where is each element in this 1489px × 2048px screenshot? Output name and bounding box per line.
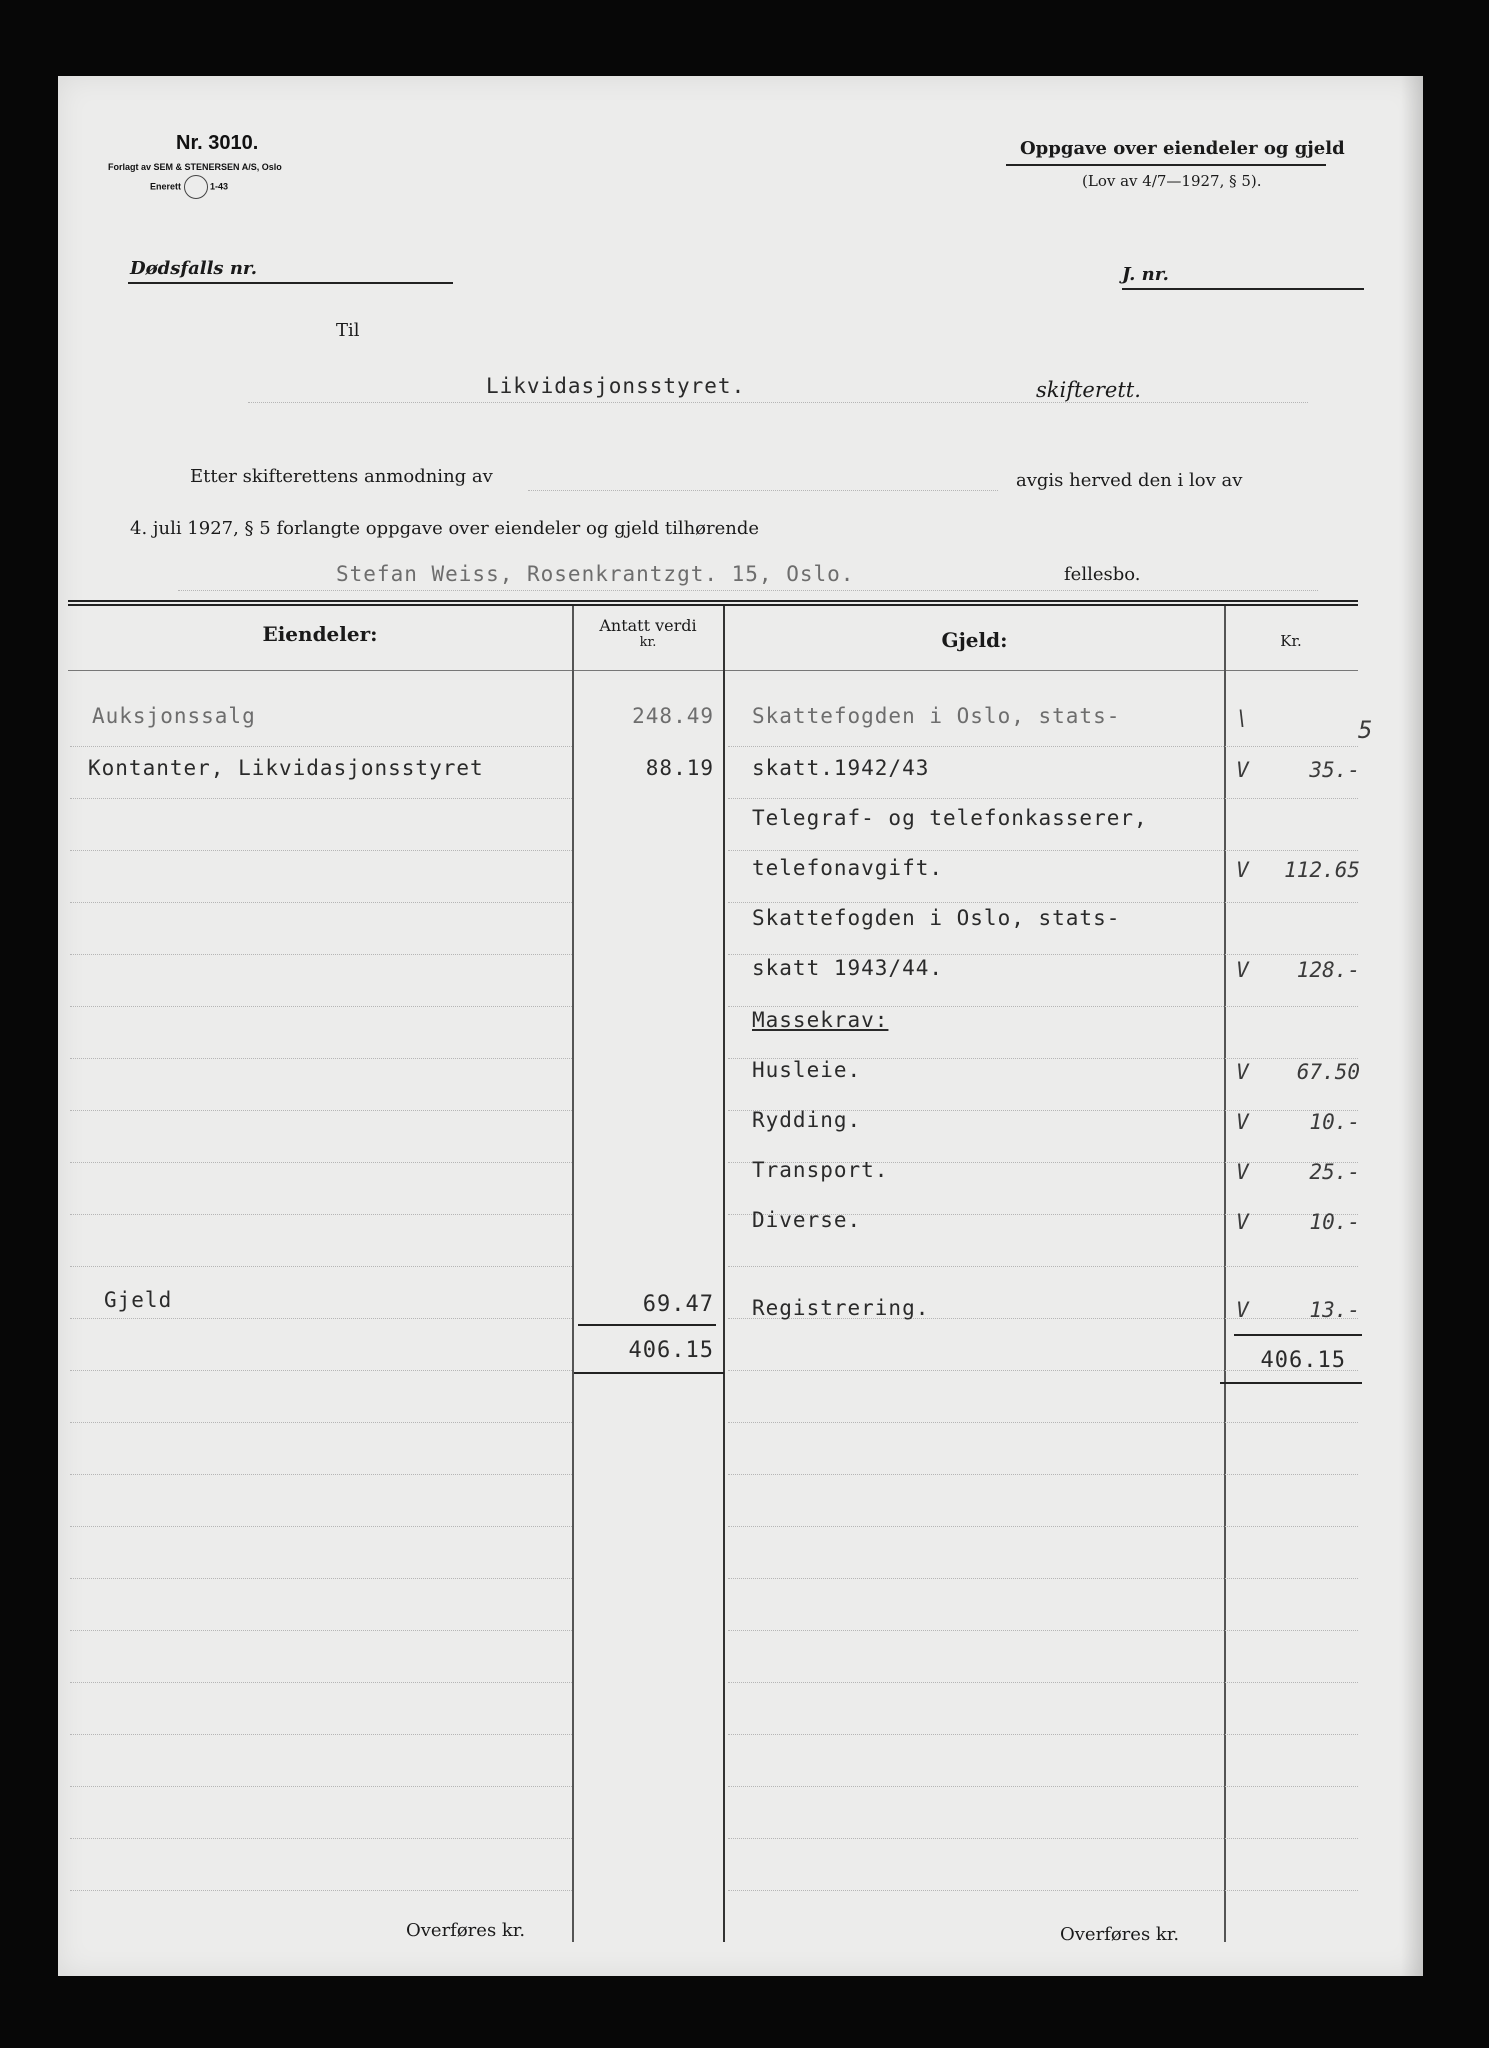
ruled-line-left <box>70 1890 572 1891</box>
checkmark-icon: V <box>1236 958 1249 982</box>
col-divider-3 <box>1224 606 1226 1942</box>
ruled-line-left <box>70 1318 572 1319</box>
asset-total: 406.15 <box>628 1338 714 1363</box>
debt-amount: 67.50 <box>1296 1060 1360 1084</box>
ruled-line-left <box>70 1214 572 1215</box>
edition-block <box>150 175 228 199</box>
addressee: Likvidasjonsstyret. <box>486 374 746 398</box>
debt-text: skatt.1942/43 <box>752 756 930 780</box>
avgis-text: avgis herved den i lov av <box>1016 470 1243 491</box>
debt-amount: 10.- <box>1309 1110 1360 1134</box>
dodsfalls-label: Dødsfalls nr. <box>130 258 258 279</box>
debt-sum-rule <box>1234 1334 1362 1336</box>
ruled-line-right <box>728 1630 1358 1631</box>
fellesbo-word: fellesbo. <box>1064 564 1141 585</box>
til-label: Til <box>336 320 360 341</box>
debt-text: Skattefogden i Oslo, stats- <box>752 704 1121 728</box>
ruled-line-left <box>70 798 572 799</box>
form-title: Oppgave over eiendeler og gjeld <box>1020 138 1345 159</box>
header-gjeld: Gjeld: <box>941 628 1008 652</box>
debt-amount: 128.- <box>1296 958 1360 982</box>
court-word: skifterett. <box>1036 378 1141 402</box>
ruled-line-left <box>70 1578 572 1579</box>
asset-total-rule <box>574 1372 724 1374</box>
overfores-right: Overføres kr. <box>1060 1924 1180 1945</box>
ruled-line-right <box>728 850 1358 851</box>
publisher-stamp-icon <box>184 175 208 199</box>
table-top-rule <box>68 600 1358 602</box>
ruled-line-left <box>70 1266 572 1267</box>
debt-amount: 112.65 <box>1284 858 1360 882</box>
overfores-left: Overføres kr. <box>406 1920 526 1941</box>
title-underline <box>1006 164 1326 166</box>
ruled-line-left <box>70 1786 572 1787</box>
law-reference: (Lov av 4/7—1927, § 5). <box>1082 172 1262 190</box>
checkmark-icon: V <box>1236 758 1249 782</box>
ruled-line-right <box>728 1890 1358 1891</box>
checkmark-icon: V <box>1236 1210 1249 1234</box>
ruled-line-right <box>728 1266 1358 1267</box>
debt-total: 406.15 <box>1260 1348 1346 1373</box>
ruled-line-right <box>728 1682 1358 1683</box>
ruled-line-right <box>728 1786 1358 1787</box>
ruled-line-left <box>70 1526 572 1527</box>
col-divider-2 <box>723 606 725 1942</box>
edition-code: 1-43 <box>210 181 229 192</box>
ruled-line-right <box>728 1422 1358 1423</box>
table-header-rule <box>68 670 1358 671</box>
col-divider-1 <box>572 606 574 1942</box>
checkmark-icon: V <box>1236 1110 1249 1134</box>
gjeld-row-label: Gjeld <box>104 1288 173 1312</box>
ruled-line-right <box>728 1006 1358 1007</box>
anmodning-line <box>528 490 998 491</box>
debt-amount: 35.- <box>1309 758 1360 782</box>
debt-amount: 10.- <box>1309 1210 1360 1234</box>
owner-line <box>178 590 1318 591</box>
debt-total-rule <box>1220 1382 1362 1384</box>
debt-text: Telegraf- og telefonkasserer, <box>752 806 1148 830</box>
debt-amount: 13.- <box>1309 1298 1360 1322</box>
juli-text: 4. juli 1927, § 5 forlangte oppgave over eiendeler og gjeld tilhørende <box>130 518 760 539</box>
addressee-line <box>248 402 1308 403</box>
publisher-line: Forlagt av SEM & STENERSEN A/S, Oslo <box>108 162 282 172</box>
ruled-line-left <box>70 1058 572 1059</box>
ruled-line-left <box>70 1422 572 1423</box>
ruled-line-right <box>728 954 1358 955</box>
ruled-line-right <box>728 1578 1358 1579</box>
ruled-line-right <box>728 798 1358 799</box>
debt-text: skatt 1943/44. <box>752 956 944 980</box>
asset-value-2: 88.19 <box>645 756 714 780</box>
checkmark-icon: V <box>1236 858 1249 882</box>
jnr-line <box>1122 288 1364 290</box>
asset-label-1: Auksjonssalg <box>92 704 256 728</box>
header-antatt-kr: kr. <box>639 635 657 650</box>
ruled-line-left <box>70 954 572 955</box>
margin-mark: 5 <box>1358 716 1373 744</box>
form-number: Nr. 3010. <box>176 132 259 154</box>
dodsfalls-line <box>128 282 453 284</box>
debt-text: Transport. <box>752 1158 889 1182</box>
ruled-line-left <box>70 902 572 903</box>
debt-text: Husleie. <box>752 1058 862 1082</box>
debt-text: Skattefogden i Oslo, stats- <box>752 906 1121 930</box>
edition-line: Enerett <box>150 181 182 192</box>
ruled-line-right <box>728 1526 1358 1527</box>
page-edge-shadow <box>1401 76 1423 1976</box>
document-page <box>58 76 1423 1976</box>
debt-text: Registrering. <box>752 1296 930 1320</box>
ruled-line-left <box>70 1682 572 1683</box>
jnr-label: J. nr. <box>1122 264 1169 285</box>
ruled-line-right <box>728 902 1358 903</box>
ruled-line-left <box>70 1006 572 1007</box>
ruled-line-left <box>70 1630 572 1631</box>
debt-amount: 25.- <box>1309 1160 1360 1184</box>
ruled-line-right <box>728 1838 1358 1839</box>
ruled-line-right <box>728 1734 1358 1735</box>
ruled-line-left <box>70 1838 572 1839</box>
ruled-line-left <box>70 1734 572 1735</box>
header-eiendeler: Eiendeler: <box>262 622 378 646</box>
ruled-line-left <box>70 1474 572 1475</box>
asset-value-1: 248.49 <box>632 704 714 728</box>
ruled-line-left <box>70 746 572 747</box>
ruled-line-left <box>70 1162 572 1163</box>
checkmark-icon: V <box>1236 1298 1249 1322</box>
debt-text: Diverse. <box>752 1208 862 1232</box>
header-antatt-block <box>574 616 722 650</box>
checkmark-icon: V <box>1236 1060 1249 1084</box>
ruled-line-right <box>728 1474 1358 1475</box>
ruled-line-left <box>70 850 572 851</box>
asset-sum-rule <box>578 1324 716 1326</box>
ruled-line-left <box>70 1110 572 1111</box>
table-top-rule-2 <box>68 604 1358 606</box>
header-antatt-verdi: Antatt verdi <box>599 616 697 635</box>
checkmark-icon: V <box>1236 1160 1249 1184</box>
debt-text: telefonavgift. <box>752 856 944 880</box>
header-kr: Kr. <box>1280 632 1302 650</box>
asset-label-2: Kontanter, Likvidasjonsstyret <box>88 756 484 780</box>
etter-text: Etter skifterettens anmodning av <box>190 466 493 487</box>
ruled-line-left <box>70 1370 572 1371</box>
debt-text: Rydding. <box>752 1108 862 1132</box>
ruled-line-right <box>728 746 1358 747</box>
checkmark-icon: \ <box>1236 706 1249 730</box>
estate-owner: Stefan Weiss, Rosenkrantzgt. 15, Oslo. <box>336 562 855 586</box>
gjeld-row-value: 69.47 <box>642 1292 714 1317</box>
debt-text: Massekrav: <box>752 1008 889 1032</box>
